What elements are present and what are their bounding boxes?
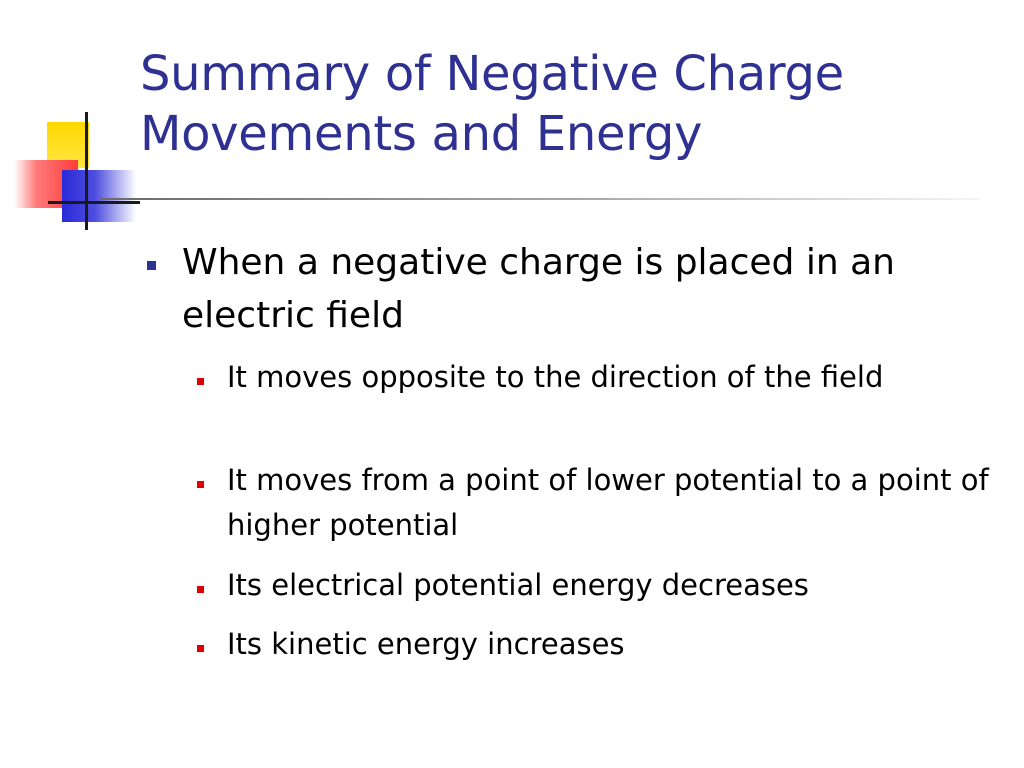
sub-bullet-square-icon [197, 645, 204, 652]
sub-bullet-text: Its electrical potential energy decreases [227, 568, 809, 602]
sub-bullet-text: It moves from a point of lower potential to a point of higher potential [227, 463, 989, 542]
sub-bullet-square-icon [197, 586, 204, 593]
slide-title-line-1: Summary of Negative Charge [140, 46, 844, 102]
bullet-square-icon [147, 261, 156, 270]
sub-bullet-text: It moves opposite to the direction of the field [227, 360, 884, 394]
slide-title-line-2: Movements and Energy [140, 106, 703, 162]
sub-bullet-text: Its kinetic energy increases [227, 627, 625, 661]
sub-bullet-square-icon [197, 378, 204, 385]
sub-bullet-square-icon [197, 481, 204, 488]
bullet-level-1-text: When a negative charge is placed in an electric field [182, 242, 895, 336]
